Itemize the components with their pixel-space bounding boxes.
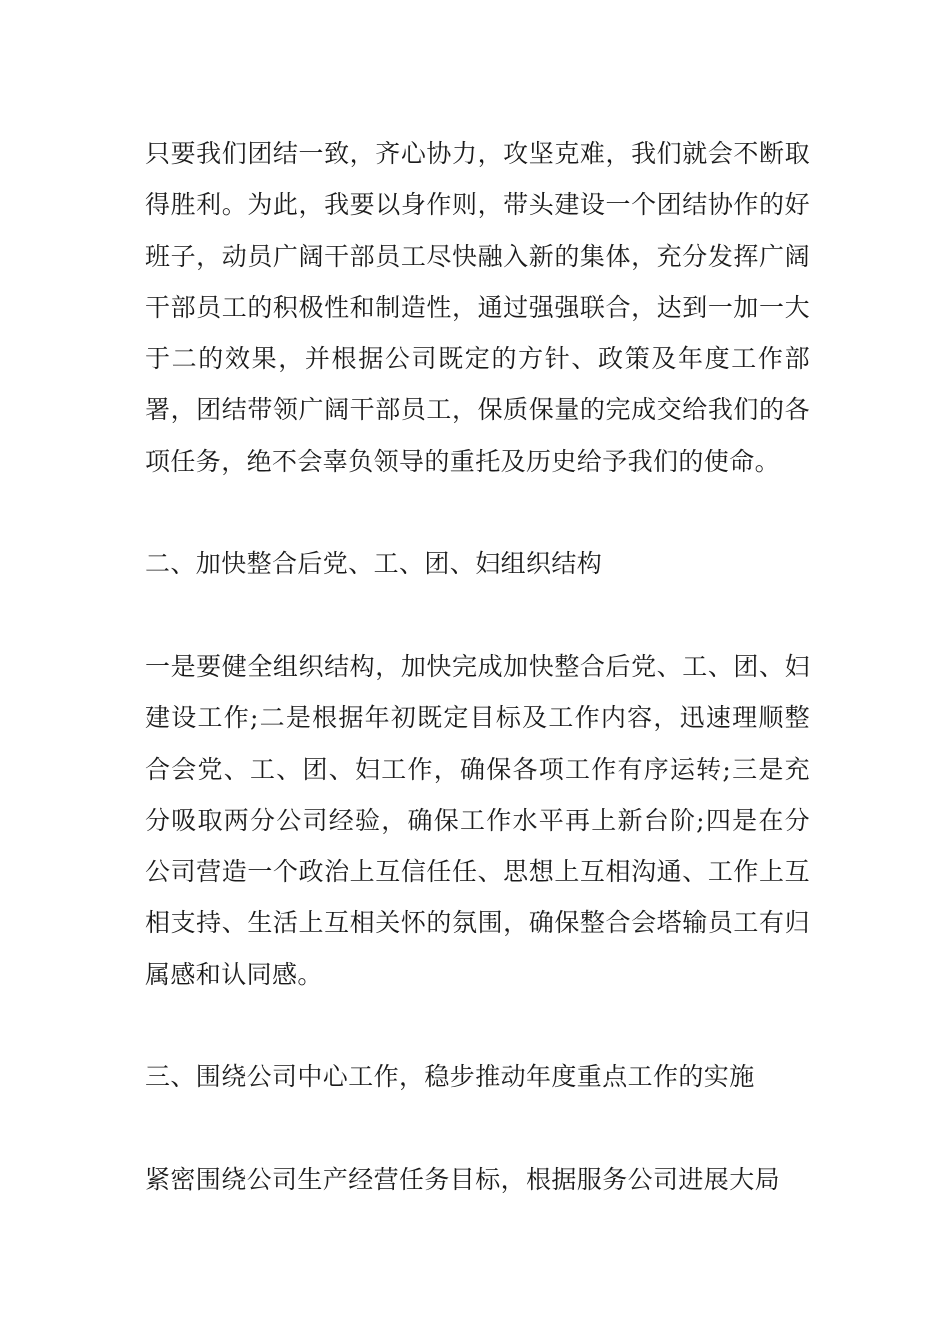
document-page xyxy=(145,128,810,1205)
paragraph-spacer xyxy=(145,590,810,641)
paragraph-unity: 只要我们团结一致，齐心协力，攻坚克难，我们就会不断取得胜利。为此，我要以身作则，带头建设一个团结协作的好班子，动员广阔干部员工尽快融入新的集体，充分发挥广阔干部员工的积极性和制造性，通过强强联合，达到一加一大于二的效果，并根据公司既定的方针、政策及年度工作部署，团结带领广阔干部员工，保质保量的完成交给我们的各项任务，绝不会辜负领导的重托及历史给予我们的使命。 xyxy=(145,139,810,476)
paragraph-central-work: 紧密围绕公司生产经营任务目标，根据服务公司进展大局 xyxy=(145,1164,781,1194)
paragraph-spacer xyxy=(145,487,810,538)
section-heading-three: 三、围绕公司中心工作，稳步推动年度重点工作的实施 xyxy=(145,1062,755,1092)
paragraph-spacer xyxy=(145,1103,810,1154)
paragraph-org-structure: 一是要健全组织结构，加快完成加快整合后党、工、团、妇建设工作;二是根据年初既定目标及工作内容，迅速理顺整合会党、工、团、妇工作，确保各项工作有序运转;三是充分吸取两分公司经验，确保工作水平再上新台阶;四是在分公司营造一个政治上互信任任、思想上互相沟通、工作上互相支持、生活上互相关怀的氛围，确保整合会塔输员工有归属感和认同感。 xyxy=(145,651,810,989)
paragraph-spacer xyxy=(145,1000,810,1051)
section-heading-two: 二、加快整合后党、工、团、妇组织结构 xyxy=(145,549,603,579)
